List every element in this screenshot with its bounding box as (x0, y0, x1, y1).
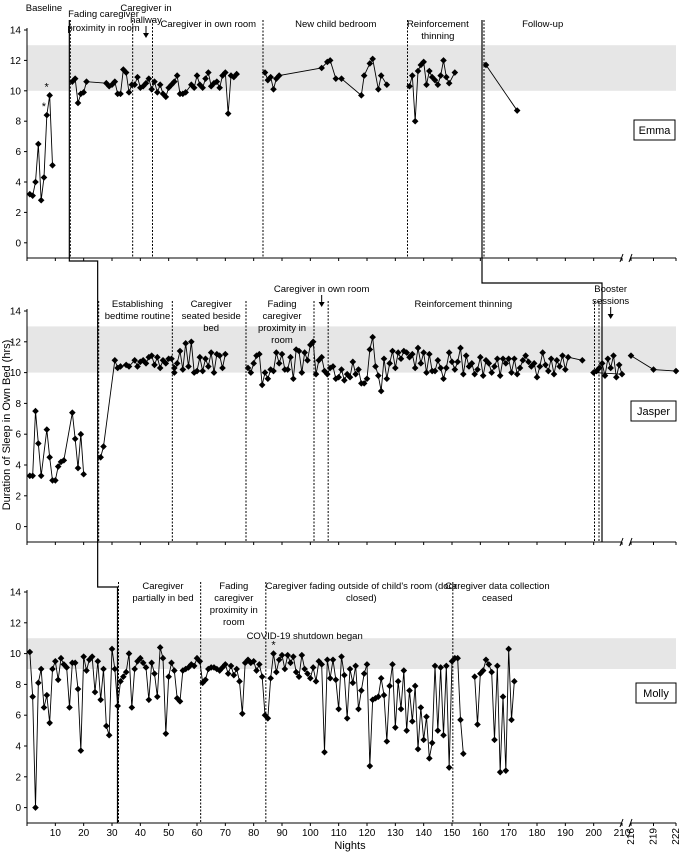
jasper-data-point (38, 472, 45, 479)
axes (10, 26, 682, 845)
emma-data-point (412, 118, 419, 125)
molly-data-point (420, 737, 427, 744)
molly-data-point (146, 697, 153, 704)
emma-y-tick-label: 2 (15, 207, 21, 219)
molly-data-point (350, 680, 357, 687)
target-bands (27, 45, 676, 669)
molly-phase-label-line: Caregiver (142, 581, 184, 592)
molly-data-point (114, 703, 121, 710)
jasper-data-point (375, 372, 382, 379)
molly-data-point (225, 670, 232, 677)
molly-data-point (446, 764, 453, 771)
jasper-data-point (384, 375, 391, 382)
molly-data-point (97, 697, 104, 704)
emma-y-tick-label: 10 (9, 86, 21, 98)
emma-phase-label-line: hallway (130, 15, 162, 26)
jasper-data-point (100, 443, 107, 450)
molly-data-point (474, 721, 481, 728)
jasper-phase-label-line: caregiver (262, 311, 302, 322)
molly-data-point (335, 706, 342, 713)
molly-phase-label (445, 581, 550, 604)
jasper-data-point (341, 377, 348, 384)
baseline-stagger-line (69, 20, 97, 542)
jasper-y-tick-label: 4 (15, 460, 21, 472)
x-tick-label: 60 (191, 828, 203, 839)
x-tick-label: 100 (301, 828, 319, 839)
molly-y-tick-label: 4 (15, 741, 21, 753)
molly-data-point (75, 686, 82, 693)
x-break-tick-label: 219 (648, 828, 660, 845)
jasper-y-tick-label: 8 (15, 398, 21, 410)
molly-data-point (395, 678, 402, 685)
emma-phase-label-line: Baseline (25, 3, 63, 14)
molly-data-point (129, 704, 136, 711)
molly-data-point (429, 740, 436, 747)
x-tick-label: 120 (358, 828, 376, 839)
molly-data-point (44, 692, 51, 699)
molly-data-point (403, 727, 410, 734)
molly-data-point (378, 675, 385, 682)
molly-data-point (103, 723, 110, 730)
jasper-phase-label (274, 284, 370, 295)
molly-data-point (239, 710, 246, 717)
molly-phase-label-line: ceased (482, 593, 513, 604)
x-tick-label: 50 (163, 828, 175, 839)
molly-data-point (165, 673, 172, 680)
molly-data-point (406, 687, 413, 694)
molly-y-tick-label: 6 (15, 710, 21, 722)
molly-annotation: * (271, 639, 276, 652)
x-tick-label: 200 (585, 828, 603, 839)
emma-data-point (38, 197, 45, 204)
x-break-tick-label: 216 (626, 828, 637, 845)
emma-phase-arrow-head (143, 33, 149, 38)
molly-data-point (259, 673, 266, 680)
baseline-stagger-line-2 (98, 542, 118, 823)
molly-data-point (32, 804, 39, 811)
emma-phase-label-line: New child bedroom (295, 19, 377, 30)
emma-annotation: * (41, 101, 46, 114)
emma-phase-label (407, 19, 469, 42)
emma-y-tick-label: 6 (15, 147, 21, 159)
emma-phase-label-line: Follow-up (522, 19, 564, 30)
molly-data-point (440, 732, 447, 739)
molly-data-point (163, 730, 170, 737)
jasper-data-point (75, 465, 82, 472)
emma-phase-label (26, 3, 62, 14)
emma-y-tick-label: 12 (9, 55, 21, 67)
molly-y-tick-label: 8 (15, 679, 21, 691)
molly-data-point (154, 693, 161, 700)
molly-phase-label-line: Fading (219, 581, 249, 592)
data-series (27, 56, 680, 811)
molly-y-tick-label: 14 (9, 587, 21, 599)
emma-phase-label-line: Caregiver in (120, 3, 172, 14)
x-tick-label: 180 (528, 828, 546, 839)
molly-data-point (471, 673, 478, 680)
molly-data-point (412, 683, 419, 690)
molly-data-point (55, 676, 62, 683)
jasper-name-label: Jasper (636, 406, 671, 418)
jasper-data-point (497, 372, 504, 379)
jasper-y-tick-label: 14 (9, 306, 21, 318)
molly-phase-label (247, 631, 363, 642)
x-tick-label: 90 (276, 828, 288, 839)
molly-phase-label-line: caregiver (214, 593, 254, 604)
molly-data-point (66, 704, 73, 711)
molly-data-point (398, 706, 405, 713)
molly-data-point (418, 704, 425, 711)
emma-data-point (41, 174, 48, 181)
emma-data-point (225, 110, 232, 117)
jasper-phase-label-line: sessions (592, 296, 630, 307)
molly-data-point (500, 693, 507, 700)
emma-data-point (32, 179, 39, 186)
followup-stagger-line (482, 20, 602, 542)
emma-data-point (49, 162, 56, 169)
molly-data-point (497, 769, 504, 776)
jasper-data-point (613, 374, 620, 381)
jasper-data-point (290, 375, 297, 382)
molly-data-point (344, 715, 351, 722)
jasper-y-tick-label: 2 (15, 491, 21, 503)
x-tick-label: 110 (330, 828, 347, 839)
jasper-data-point (69, 409, 76, 416)
molly-y-tick-label: 0 (15, 803, 21, 815)
molly-phase-label-line: room (223, 617, 245, 628)
molly-data-point (511, 678, 518, 685)
emma-annotation: * (44, 81, 49, 94)
molly-data-point (231, 672, 238, 679)
molly-phase-label-line: proximity in (209, 605, 258, 616)
jasper-y-tick-label: 6 (15, 429, 21, 441)
emma-y-tick-label: 0 (15, 238, 21, 250)
x-tick-label: 130 (386, 828, 404, 839)
jasper-data-point (378, 388, 385, 395)
molly-data-point (435, 727, 442, 734)
molly-phase-label-line: partially in bed (132, 593, 194, 604)
jasper-data-point (78, 431, 85, 438)
molly-data-point (236, 678, 243, 685)
jasper-data-point (35, 440, 42, 447)
molly-data-point (503, 767, 510, 774)
x-tick-label: 190 (556, 828, 574, 839)
emma-phase-label-line: Fading caregiver (68, 9, 139, 20)
molly-data-point (46, 720, 53, 727)
jasper-data-point (32, 408, 39, 415)
molly-data-point (355, 706, 362, 713)
molly-phase-label-line: Caregiver data collection (445, 581, 550, 592)
jasper-phase-label-line: Reinforcement thinning (414, 299, 513, 310)
emma-data-point (35, 141, 42, 148)
x-tick-label: 210 (613, 828, 631, 839)
molly-data-point (508, 717, 515, 724)
molly-data-point (273, 669, 280, 676)
molly-data-point (35, 680, 42, 687)
molly-data-point (392, 724, 399, 731)
molly-data-point (426, 755, 433, 762)
x-axis-title: Nights (334, 840, 366, 852)
jasper-phase-label (414, 299, 512, 310)
molly-data-point (29, 693, 36, 700)
molly-data-point (327, 675, 334, 682)
molly-y-tick-label: 10 (9, 649, 21, 661)
molly-data-point (358, 687, 365, 694)
jasper-phase-label-line: bedtime routine (104, 311, 171, 322)
emma-phase-label-line: thinning (421, 31, 455, 42)
jasper-phase-label-line: Fading (267, 299, 297, 310)
molly-y-tick-label: 2 (15, 772, 21, 784)
molly-data-point (367, 763, 374, 770)
molly-data-point (267, 675, 274, 682)
molly-data-point (381, 692, 388, 699)
emma-phase-label (161, 19, 257, 30)
x-tick-label: 160 (471, 828, 489, 839)
emma-phase-label-line: proximity in room (67, 23, 140, 34)
molly-phase-label (132, 581, 193, 604)
jasper-phase-label-line: Establishing (111, 299, 164, 310)
emma-phase-label (295, 19, 376, 30)
jasper-phase-label-line: bed (203, 323, 220, 334)
molly-phase-label-line: closed) (346, 593, 377, 604)
jasper-data-point (72, 436, 79, 443)
x-tick-label: 10 (49, 828, 61, 839)
molly-data-point (488, 669, 495, 676)
molly-data-point (333, 676, 340, 683)
y-axis-title: Duration of Sleep in Own Bed (hrs) (1, 339, 13, 511)
emma-y-tick-label: 8 (15, 116, 21, 128)
emma-phase-label (522, 19, 563, 30)
molly-data-point (423, 713, 430, 720)
molly-phase-label (210, 581, 258, 628)
x-tick-label: 140 (415, 828, 433, 839)
jasper-y-tick-label: 10 (9, 368, 21, 380)
emma-y-tick-label: 14 (9, 25, 21, 37)
molly-data-point (415, 746, 422, 753)
emma-data-point (514, 107, 521, 114)
jasper-phase-label (592, 284, 629, 307)
molly-phase-label-line: Caregiver fading outside of child's room (door (265, 581, 458, 592)
jasper-data-point (80, 471, 87, 478)
molly-data-point (460, 750, 467, 757)
molly-data-point (106, 732, 113, 739)
jasper-phase-label-line: proximity in (257, 323, 307, 334)
labels (1, 3, 676, 852)
molly-data-point (361, 670, 368, 677)
molly-data-point (151, 670, 158, 677)
molly-phase-label (266, 581, 457, 604)
x-tick-label: 40 (134, 828, 146, 839)
x-tick-label: 80 (248, 828, 260, 839)
molly-phase-label-line: COVID-19 shutdown began (246, 631, 363, 642)
x-tick-label: 170 (500, 828, 518, 839)
x-tick-label: 150 (443, 828, 461, 839)
molly-data-point (92, 689, 99, 696)
jasper-phase-label-line: Caregiver in own room (273, 284, 370, 295)
emma-data-point (75, 100, 82, 107)
emma-phase-label-line: Caregiver in own room (160, 19, 257, 30)
molly-y-tick-label: 12 (9, 618, 21, 630)
x-tick-label: 70 (219, 828, 231, 839)
jasper-y-tick-label: 0 (15, 522, 21, 534)
emma-y-tick-label: 4 (15, 177, 21, 189)
jasper-data-point (480, 372, 487, 379)
emma-phase-label-line: Reinforcement (406, 19, 469, 30)
molly-data-point (386, 683, 393, 690)
molly-data-point (384, 738, 391, 745)
jasper-data-point (46, 454, 53, 461)
jasper-data-point (534, 374, 541, 381)
molly-data-point (41, 704, 48, 711)
molly-target-band (27, 638, 676, 669)
jasper-phase-label-line: seated beside (181, 311, 241, 322)
jasper-y-tick-label: 12 (9, 337, 21, 349)
x-tick-label: 30 (106, 828, 118, 839)
emma-name-label: Emma (638, 125, 671, 137)
molly-data-point (491, 737, 498, 744)
jasper-data-point (440, 375, 447, 382)
molly-data-point (341, 672, 348, 679)
molly-data-point (457, 717, 464, 724)
jasper-phase-label-line: Caregiver (190, 299, 232, 310)
jasper-phase-arrow-head (608, 314, 614, 319)
jasper-phase-label (105, 299, 170, 322)
jasper-phase-label-line: room (271, 335, 293, 346)
molly-name-label: Molly (643, 688, 669, 700)
jasper-data-point (259, 382, 266, 389)
molly-data-point (78, 747, 85, 754)
jasper-phase-label-line: Booster (594, 284, 628, 295)
x-break-tick-label: 222 (671, 828, 682, 845)
jasper-data-point (44, 426, 51, 433)
molly-data-point (409, 718, 416, 725)
molly-data-point (313, 678, 320, 685)
molly-data-point (321, 749, 328, 756)
x-tick-label: 20 (78, 828, 90, 839)
jasper-data-point (265, 375, 272, 382)
jasper-phase-arrow-head (319, 302, 325, 307)
